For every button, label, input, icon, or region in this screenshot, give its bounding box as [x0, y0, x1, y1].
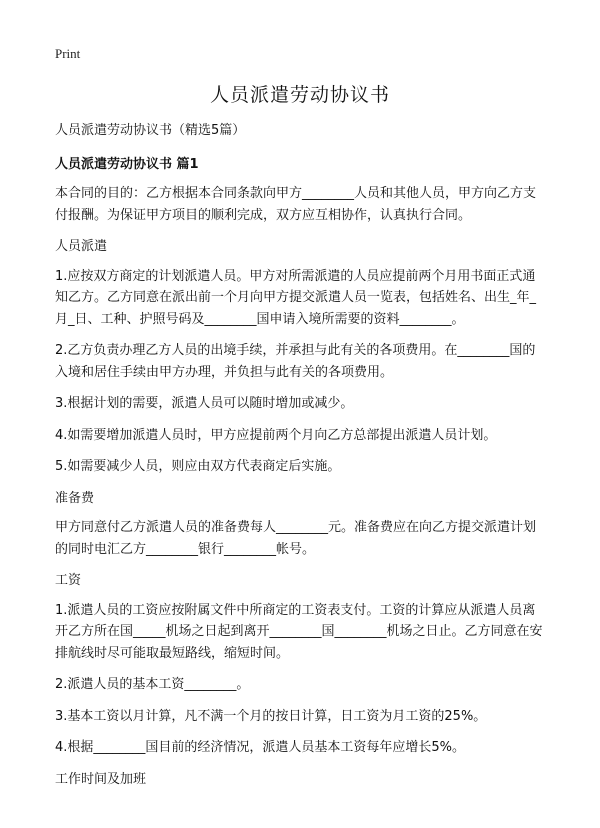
heading-dispatch: 人员派遣: [55, 239, 108, 254]
prep-paragraph: 甲方同意付乙方派遣人员的准备费每人________元。准备费应在向乙方提交派遣计划的同时电汇乙方________银行________帐号。: [55, 520, 537, 557]
dispatch-item: 3.根据计划的需要，派遣人员可以随时增加或减少。: [55, 396, 354, 411]
document-body: [55, 120, 545, 798]
intro-paragraph: 本合同的目的：乙方根据本合同条款向甲方________人员和其他人员，甲方向乙方支付报酬。为保证甲方项目的顺利完成，双方应互相协作，认真执行合同。: [55, 186, 537, 223]
wage-item: 1.派遣人员的工资应按附属文件中所商定的工资表支付。工资的计算应从派遣人员离开乙方所在国_____机场之日起到离开________国________机场之日止。乙方同意在安排航线时尽可能取最短路线，缩短时间。: [55, 602, 543, 661]
document-title: 人员派遣劳动协议书: [209, 84, 390, 106]
dispatch-item: 1.应按双方商定的计划派遣人员。甲方对所需派遣的人员应提前两个月用书面正式通知乙方。乙方同意在派出前一个月向甲方提交派遣人员一览表，包括姓名、出生_年_月_日、工种、护照号码及________国申请入境所需要的资料________。: [55, 268, 537, 327]
heading-worktime: 工作时间及加班: [55, 771, 147, 787]
dispatch-item: 5.如需要减少人员，则应由双方代表商定后实施。: [55, 459, 341, 474]
heading-prep: 准备费: [55, 490, 95, 506]
wage-item: 3.基本工资以月计算，凡不满一个月的按日计算，日工资为月工资的25%。: [55, 708, 487, 724]
dispatch-item: 4.如需要增加派遣人员时，甲方应提前两个月向乙方总部提出派遣人员计划。: [55, 427, 497, 443]
dispatch-item: 2.乙方负责办理乙方人员的出境手续，并承担与此有关的各项费用。在________国的入境和居住手续由甲方办理，并负担与此有关的各项费用。: [55, 343, 536, 380]
section-title: 人员派遣劳动协议书 篇1: [55, 156, 199, 172]
heading-wage: 工资: [55, 573, 82, 588]
wage-item: 4.根据________国目前的经济情况，派遣人员基本工资每年应增长5%。: [55, 740, 466, 755]
print-link[interactable]: Print: [55, 46, 81, 61]
wage-item: 2.派遣人员的基本工资________。: [55, 677, 250, 692]
document-subtitle: 人员派遣劳动协议书（精选5篇）: [55, 123, 246, 138]
